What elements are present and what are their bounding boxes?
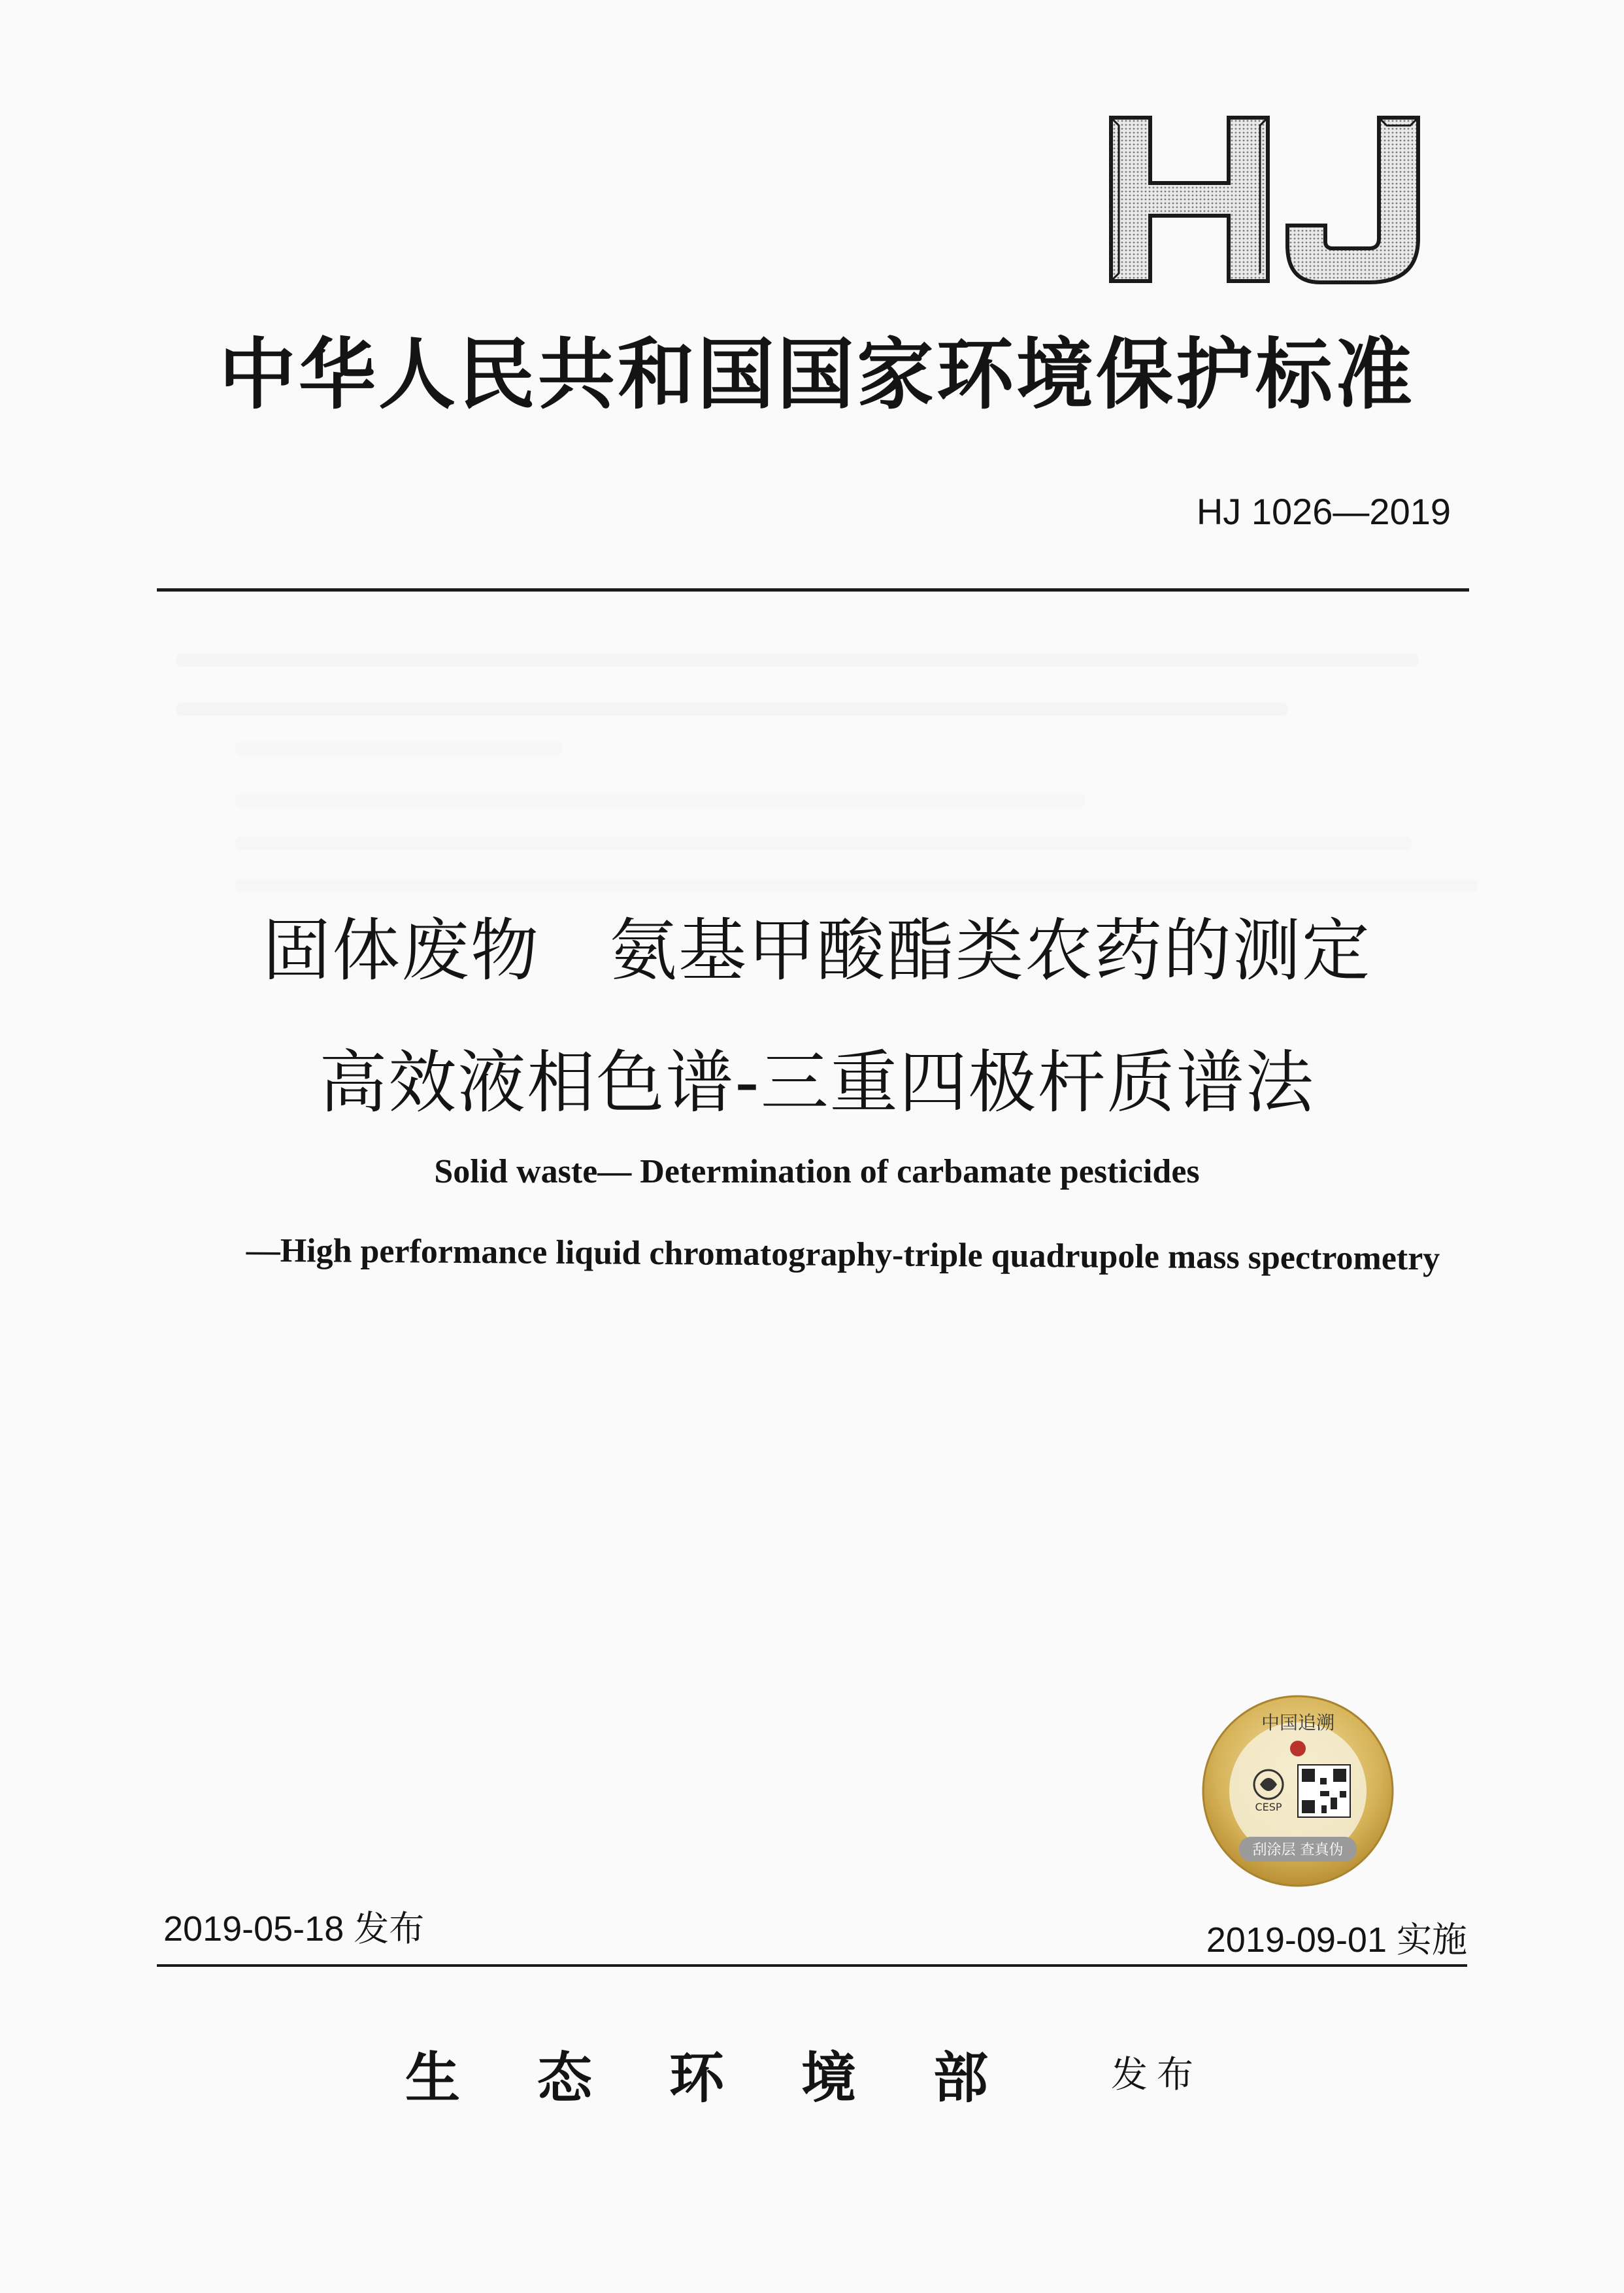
- hj-logo: [1104, 111, 1444, 288]
- bleed-through-texture: [235, 794, 1085, 807]
- seal-label: 刮涂层 查真伪: [1252, 1842, 1344, 1858]
- title-cn-line2: 高效液相色谱-三重四极杆质谱法: [319, 1043, 1315, 1122]
- top-divider: [157, 588, 1469, 592]
- title-en-line2: —High performance liquid chromatography-triple quadrupole mass spectrometry: [246, 1231, 1440, 1278]
- standard-number: HJ 1026—2019: [1196, 491, 1451, 532]
- seal-ring-text: 中国追溯: [1261, 1712, 1335, 1733]
- anti-counterfeit-seal: [1200, 1693, 1396, 1889]
- issue-date: 2019-05-18 发布: [163, 1909, 425, 1949]
- bleed-through-texture: [235, 742, 562, 755]
- title-cn-line1: 固体废物 氨基甲酸酯类农药的测定: [262, 911, 1371, 990]
- title-en-line1: Solid waste— Determination of carbamate pesticides: [434, 1153, 1200, 1190]
- issuer-suffix: 发布: [1111, 2054, 1202, 2096]
- implement-date: 2019-09-01 实施: [1206, 1920, 1467, 1960]
- seal-brand: CESP: [1255, 1801, 1282, 1813]
- bleed-through-texture: [176, 703, 1287, 716]
- bleed-through-texture: [235, 837, 1412, 850]
- issuer-name: 生态环境部: [405, 2045, 1066, 2110]
- org-title: 中华人民共和国国家环境保护标准: [218, 329, 1415, 420]
- seal-red-emblem: [1290, 1741, 1306, 1756]
- bleed-through-texture: [235, 879, 1477, 892]
- bottom-divider: [157, 1964, 1467, 1967]
- qr-code-icon: [1298, 1765, 1350, 1817]
- bleed-through-texture: [176, 654, 1418, 667]
